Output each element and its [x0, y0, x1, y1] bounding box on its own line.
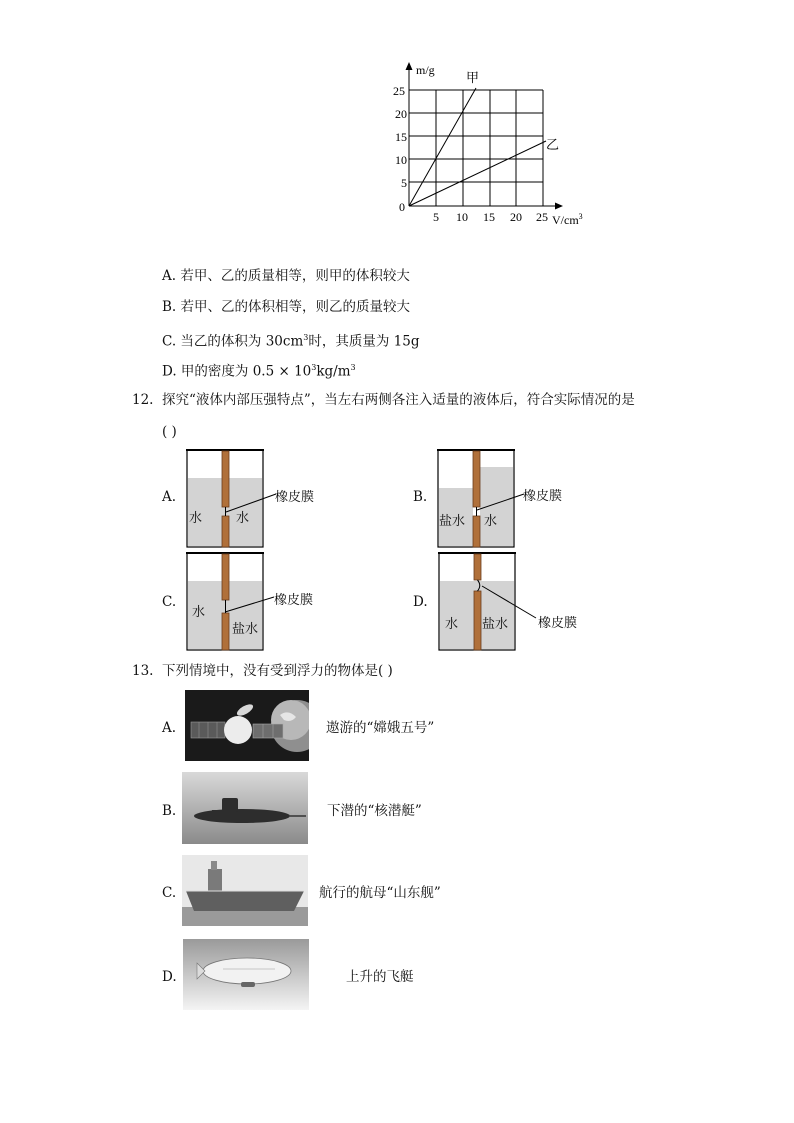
aircraft-carrier-photo[interactable] — [182, 855, 308, 926]
q12-a-membrane-label: 橡皮膜 — [275, 490, 315, 505]
y-tick-20: 20 — [395, 107, 407, 121]
spacecraft-photo[interactable] — [185, 690, 309, 761]
q11-option-d-pre: D. 甲的密度为 0.5 × 10 — [162, 363, 312, 380]
q11-option-c[interactable] — [162, 329, 419, 351]
q12-c-pointer — [222, 592, 278, 618]
q12-b-right-liquid: 水 — [484, 514, 498, 529]
svg-text:V/cm3 — [552, 212, 583, 227]
y-tick-10: 10 — [395, 153, 407, 167]
q12-c-left-liquid: 水 — [192, 605, 206, 620]
q12-b-pointer — [474, 488, 530, 518]
q12-d-right-liquid: 盐水 — [482, 617, 509, 632]
q12-option-c-letter[interactable]: C. — [162, 594, 177, 610]
q12-a-pointer — [224, 490, 280, 520]
line-jia — [409, 88, 476, 206]
submarine-photo[interactable] — [182, 772, 308, 844]
q11-option-c-post: 时，其质量为 15g — [308, 333, 420, 350]
line-yi — [409, 141, 546, 206]
q11-option-a[interactable]: A. 若甲、乙的质量相等，则甲的体积较大 — [162, 268, 410, 284]
q12-d-left-liquid: 水 — [445, 617, 459, 632]
q12-stem: 探究“液体内部压强特点”，当左右两侧各注入适量的液体后，符合实际情况的是 — [162, 392, 635, 408]
x-tick-5: 5 — [433, 210, 439, 224]
q11-option-d-mid: kg/m — [316, 363, 351, 380]
q13-option-d-caption: 上升的飞艇 — [346, 969, 414, 985]
q12-d-membrane-label: 橡皮膜 — [538, 616, 578, 631]
q13-option-a-letter[interactable]: A. — [162, 720, 177, 736]
q13-option-a-caption: 遨游的“嫦娥五号” — [326, 720, 435, 736]
q13-option-d-letter[interactable]: D. — [162, 969, 177, 985]
q12-b-left-liquid: 盐水 — [439, 514, 466, 529]
mass-volume-graph — [388, 58, 598, 233]
y-axis-label: m/g — [416, 63, 435, 77]
origin-label: 0 — [399, 200, 405, 214]
q12-c-right-liquid: 盐水 — [232, 622, 259, 637]
y-tick-5: 5 — [401, 176, 407, 190]
x-axis-arrow — [555, 203, 563, 210]
x-axis-sup: 3 — [578, 212, 583, 221]
q12-answer-paren: ( ) — [162, 424, 177, 440]
q13-option-c-caption: 航行的航母“山东舰” — [319, 885, 441, 901]
q13-number: 13. — [132, 663, 154, 679]
x-tick-10: 10 — [456, 210, 468, 224]
q13-stem: 下列情境中，没有受到浮力的物体是( ) — [162, 663, 393, 679]
q13-option-b-caption: 下潜的“核潜艇” — [327, 803, 422, 819]
q13-option-b-letter[interactable]: B. — [162, 803, 177, 819]
line-jia-label: 甲 — [466, 70, 480, 85]
y-tick-15: 15 — [395, 130, 407, 144]
y-tick-25: 25 — [393, 84, 405, 98]
q11-option-d-sup1: 3 — [311, 363, 317, 372]
q11-option-d[interactable] — [162, 359, 356, 381]
q12-c-membrane-label: 橡皮膜 — [274, 593, 314, 608]
x-tick-25: 25 — [536, 210, 548, 224]
x-tick-20: 20 — [510, 210, 522, 224]
x-axis-label: V/cm — [552, 213, 579, 227]
q12-option-d-letter[interactable]: D. — [413, 594, 428, 610]
q12-number: 12. — [132, 392, 154, 408]
q11-option-b[interactable]: B. 若甲、乙的体积相等，则乙的质量较大 — [162, 299, 411, 315]
q12-a-right-liquid: 水 — [236, 511, 250, 526]
q12-b-membrane-label: 橡皮膜 — [523, 489, 563, 504]
q11-option-c-pre: C. 当乙的体积为 30cm — [162, 333, 304, 350]
q11-option-d-sup2: 3 — [350, 363, 356, 372]
q12-option-a-letter[interactable]: A. — [162, 489, 177, 505]
q13-option-c-letter[interactable]: C. — [162, 885, 177, 901]
y-axis-arrow — [406, 62, 413, 70]
q12-d-pointer — [480, 582, 540, 622]
x-tick-15: 15 — [483, 210, 495, 224]
q11-option-c-sup: 3 — [303, 333, 309, 342]
q12-a-left-liquid: 水 — [189, 511, 203, 526]
q12-option-b-letter[interactable]: B. — [413, 489, 428, 505]
airship-photo[interactable] — [183, 939, 309, 1010]
line-yi-label: 乙 — [546, 137, 560, 152]
